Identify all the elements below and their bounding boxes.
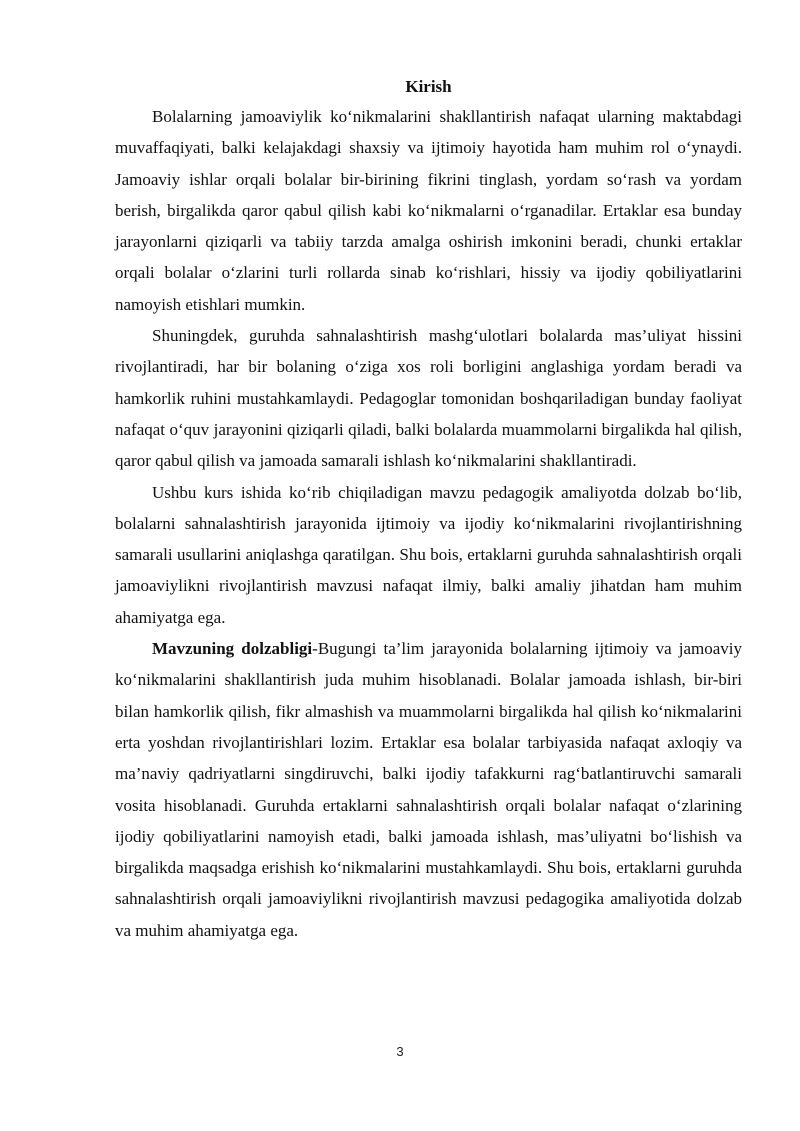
page-number: 3	[396, 1044, 404, 1059]
paragraph-4-text: -Bugungi ta’lim jarayonida bolalarning ijtimoiy va jamoaviy ko‘nikmalarini shakllantirish juda muhim hisoblanadi. Bolalar jamoada ishlash, bir-biri bilan hamkorlik qilish, fikr almashish va muammolarni birgalikda hal qilish ko‘nikmalarini erta yoshdan rivojlantirishlari lozim. Ertaklar esa bolalar tarbiyasida nafaqat axloqiy va ma’naviy qadriyatlarni singdiruvchi, balki ijodiy tafakkurni rag‘batlantiruvchi samarali vosita hisoblanadi. Guruhda ertaklarni sahnalashtirish orqali bolalar nafaqat o‘zlarining ijodiy qobiliyatlarini namoyish etadi, balki jamoada ishlash, mas’uliyatni bo‘lishish va birgalikda maqsadga erishish ko‘nikmalarini mustahkamlaydi. Shu bois, ertaklarni guruhda sahnalashtirish orqali jamoaviylikni rivojlantirish mavzusi pedagogika amaliyotida dolzab va muhim ahamiyatga ega.	[115, 639, 742, 940]
paragraph-1-text: Bolalarning jamoaviylik ko‘nikmalarini shakllantirish nafaqat ularning maktabdagi muvaffaqiyati, balki kelajakdagi shaxsiy va ijtimoiy hayotida ham muhim rol o‘ynaydi. Jamoaviy ishlar orqali bolalar bir-birining fikrini tinglash, yordam so‘rash va yordam berish, birgalikda qaror qabul qilish kabi ko‘nikmalarni o‘rganadilar. Ertaklar esa bunday jarayonlarni qiziqarli va tabiiy tarzda amalga oshirish imkonini beradi, chunki ertaklar orqali bolalar o‘zlarini turli rollarda sinab ko‘rishlari, hissiy va ijodiy qobiliyatlarini namoyish etishlari mumkin.	[115, 107, 742, 314]
section-heading: Kirish	[405, 77, 452, 96]
paragraph-3-text: Ushbu kurs ishida ko‘rib chiqiladigan mavzu pedagogik amaliyotda dolzab bo‘lib, bolalarni sahnalashtirish jarayonida ijtimoiy va ijodiy ko‘nikmalarini rivojlantirishning samarali usullarini aniqlashga qaratilgan. Shu bois, ertaklarni guruhda sahnalashtirish orqali jamoaviylikni rivojlantirish mavzusi nafaqat ilmiy, balki amaliy jihatdan ham muhim ahamiyatga ega.	[115, 482, 742, 627]
paragraph-4	[115, 633, 742, 946]
paragraph-3	[115, 477, 742, 633]
paragraph-2	[115, 320, 742, 476]
document-page	[115, 72, 742, 946]
paragraph-4-lead: Mavzuning dolzabligi	[152, 639, 313, 659]
paragraph-2-text: Shuningdek, guruhda sahnalashtirish mashg‘ulotlari bolalarda mas’uliyat hissini rivojlantiradi, har bir bolaning o‘ziga xos roli borligini anglashiga yordam beradi va hamkorlik ruhini mustahkamlaydi. Pedagoglar tomonidan boshqariladigan bunday faoliyat nafaqat o‘quv jarayonini qiziqarli qiladi, balki bolalarda muammolarni birgalikda hal qilish, qaror qabul qilish va jamoada samarali ishlash ko‘nikmalarini shakllantiradi.	[115, 326, 742, 471]
paragraph-1	[115, 101, 742, 320]
